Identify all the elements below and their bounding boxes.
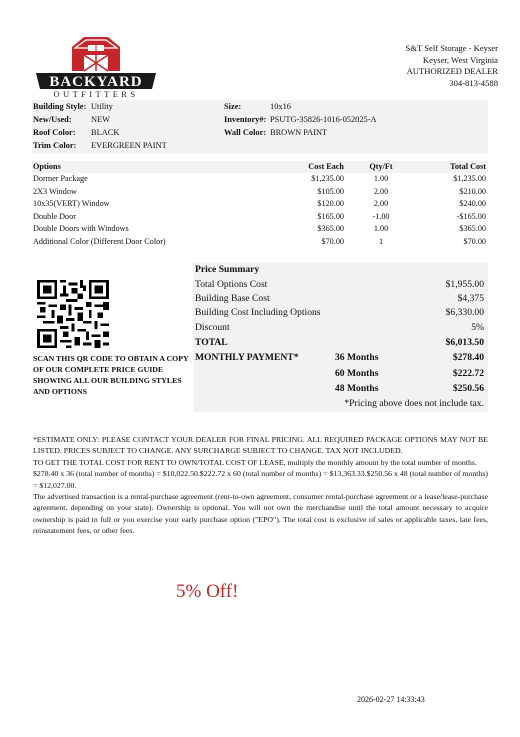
dealer-phone: 304-813-4588 (449, 77, 498, 88)
roof-color-value: BLACK (91, 128, 120, 137)
option-qty: 2.00 (373, 186, 389, 196)
timestamp: 2026-02-27 14:33:43 (357, 695, 425, 704)
summary-value: $1,955.00 (445, 279, 484, 290)
summary-label: Building Cost Including Options (195, 307, 321, 318)
option-name: Dormer Package (33, 174, 88, 183)
term-amount: $278.40 (452, 352, 484, 363)
option-name: Additional Color (Different Door Color) (33, 236, 166, 246)
option-name: Double Doors with Windows (33, 224, 129, 233)
options-header-cost-each: Cost Each (308, 162, 344, 171)
option-cost-each: $70.00 (321, 236, 344, 246)
option-total: $210.00 (459, 186, 486, 196)
options-header-option: Options (33, 162, 61, 171)
summary-total-row (195, 337, 486, 351)
option-qty: 1.00 (373, 224, 389, 233)
options-table (32, 161, 488, 248)
discount-value: 5% (471, 322, 484, 333)
option-qty: 2.00 (373, 199, 389, 208)
dealer-info (406, 43, 498, 89)
price-summary (193, 262, 488, 412)
monthly-payment-label: MONTHLY PAYMENT* (195, 352, 299, 363)
dealer-location: Keyser, West Virginia (422, 54, 498, 65)
wall-color-label: Wall Color: (224, 128, 267, 137)
new-used-label: New/Used: (33, 115, 72, 124)
options-header-total: Total Cost (450, 162, 486, 171)
tax-note: *Pricing above does not include tax. (344, 398, 484, 409)
building-style-value: Utility (91, 102, 113, 111)
summary-row (195, 307, 486, 321)
term-amount: $250.56 (452, 383, 484, 394)
size-label: Size: (224, 102, 242, 111)
estimate-notice: *ESTIMATE ONLY: PLEASE CONTACT YOUR DEALER FOR FINAL PRICING. ALL REQUIRED PACKAGE OPTIONS MAY NOT BE LISTED. PRICES SUBJECT TO CHANGE. ANY SURCHARGE SUBJECT TO CHANGE. TAX NOT INCLUDED. (33, 435, 488, 456)
option-cost-each: $120.00 (317, 199, 344, 208)
table-row (32, 198, 488, 211)
inventory-value: PSUTG-35826-1016-052025-A (270, 115, 377, 124)
wall-color-value: BROWN PAINT (270, 128, 328, 137)
option-name: 2X3 Window (33, 186, 77, 196)
table-row (32, 236, 488, 249)
option-total: $1,235.00 (453, 174, 486, 183)
building-info (32, 100, 488, 154)
backyard-outfitters-logo (32, 33, 160, 99)
price-summary-title: Price Summary (195, 264, 260, 275)
summary-label: Total Options Cost (195, 279, 268, 290)
table-row (32, 223, 488, 236)
total-label: TOTAL (195, 337, 228, 348)
options-header-row (32, 161, 488, 173)
promo-text: 5% Off! (176, 581, 239, 602)
option-qty: 1.00 (373, 174, 389, 183)
qr-code-icon (37, 280, 109, 348)
discount-label: Discount (195, 322, 230, 333)
option-name: Double Door (33, 211, 76, 221)
dealer-name: S&T Self Storage - Keyser (405, 43, 498, 53)
term-label: 60 Months (335, 368, 379, 379)
option-qty: 1 (378, 236, 384, 246)
building-style-label: Building Style: (33, 102, 87, 111)
logo-wordmark: BACKYARD (49, 74, 143, 90)
qr-code[interactable] (37, 280, 109, 348)
rental-purchase-terms: The advertised transaction is a rental-purchase agreement (rent-to-own agreement, consumer rental-purchase agreement or a lease/lease-purchase agreement, depending on your state). Ownership is optional. You will not own the merchandise until the total amount necessary to acquire ownership is paid in full or you exercise your early purchase option ("EPO"). The total cost is exclusive of sales or applicable taxes, late fees, reinstatement fees, or other fees. (33, 492, 488, 536)
rent-to-own-instructions: TO GET THE TOTAL COST FOR RENT TO OWN/TOTAL COST OF LEASE, multiply the monthly amount by the total number of months. (33, 457, 477, 467)
logo-subwordmark: OUTFITTERS (53, 89, 139, 99)
options-header-qty: Qty/Ft (369, 162, 393, 171)
table-row (32, 211, 488, 224)
barn-logo-icon (32, 33, 160, 99)
term-label: 48 Months (335, 383, 379, 394)
option-total: $365.00 (459, 224, 486, 233)
option-name: 10x35(VERT) Window (33, 199, 110, 208)
inventory-label: Inventory#: (224, 115, 267, 124)
summary-value: $6,330.00 (445, 307, 484, 318)
trim-color-value: EVERGREEN PAINT (91, 141, 167, 150)
rent-to-own-calculations: $278.40 x 36 (total number of months) = $10,022.50.$222.72 x 60 (total number of months) = $13,363.33.$250.56 x 48 (total number of months) = $12,027.00. (33, 469, 488, 490)
summary-row (195, 322, 486, 336)
option-cost-each: $105.00 (317, 186, 344, 196)
qr-caption: SCAN THIS QR CODE TO OBTAIN A COPY OF OUR COMPLETE PRICE GUIDE SHOWING ALL OUR BUILDING STYLES AND OPTIONS (33, 354, 189, 396)
size-value: 10x16 (270, 102, 291, 111)
table-row (32, 186, 488, 199)
option-cost-each: $365.00 (317, 224, 344, 233)
term-amount: $222.72 (452, 368, 484, 379)
option-cost-each: $1,235.00 (311, 174, 344, 183)
total-value: $6,013.50 (445, 337, 484, 348)
table-row (32, 173, 488, 186)
summary-label: Building Base Cost (195, 293, 270, 304)
summary-value: $4,375 (457, 293, 484, 304)
trim-color-label: Trim Color: (33, 141, 77, 150)
option-cost-each: $165.00 (317, 211, 344, 221)
disclaimer (33, 434, 488, 537)
roof-color-label: Roof Color: (33, 128, 76, 137)
option-total: $70.00 (463, 236, 486, 246)
option-qty: -1.00 (372, 211, 390, 221)
term-label: 36 Months (335, 352, 379, 363)
option-total: -$165.00 (456, 211, 486, 221)
option-total: $240.00 (459, 199, 486, 208)
summary-row (195, 293, 486, 307)
dealer-status: AUTHORIZED DEALER (406, 66, 498, 77)
new-used-value: NEW (91, 115, 111, 124)
summary-row (195, 279, 486, 293)
